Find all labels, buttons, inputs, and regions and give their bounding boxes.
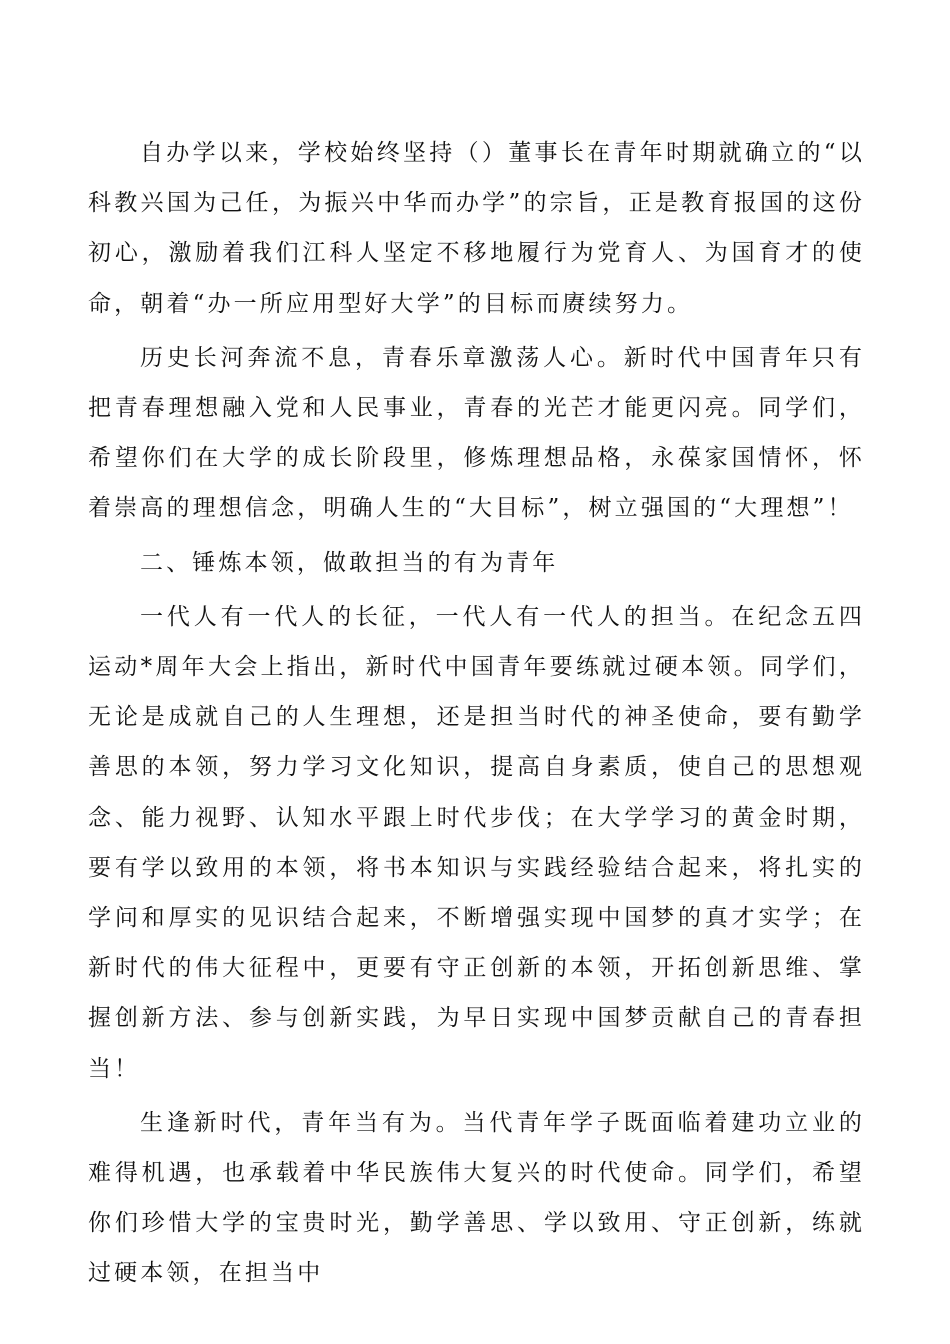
body-paragraph-3: 一代人有一代人的长征，一代人有一代人的担当。在纪念五四运动*周年大会上指出，新时代中国青年要练就过硬本领。同学们，无论是成就自己的人生理想，还是担当时代的神圣使命，要有勤学善思的本领，努力学习文化知识，提高自身素质，使自己的思想观念、能力视野、认知水平跟上时代步伐；在大学学习的黄金时期，要有学以致用的本领，将书本知识与实践经验结合起来，将扎实的学问和厚实的见识结合起来，不断增强实现中国梦的真才实学；在新时代的伟大征程中，更要有守正创新的本领，开拓创新思维、掌握创新方法、参与创新实践，为早日实现中国梦贡献自己的青春担当！ <box>88 603 865 1082</box>
body-paragraph-1: 自办学以来，学校始终坚持（）董事长在青年时期就确立的“以科教兴国为己任，为振兴中华而办学”的宗旨，正是教育报国的这份初心，激励着我们江科人坚定不移地履行为党育人、为国育才的使命，朝着“办一所应用型好大学”的目标而赓续努力。 <box>88 140 865 317</box>
section-heading: 二、锤炼本领，做敢担当的有为青年 <box>140 549 559 576</box>
body-paragraph-2: 历史长河奔流不息，青春乐章激荡人心。新时代中国青年只有把青春理想融入党和人民事业，青春的光芒才能更闪亮。同学们，希望你们在大学的成长阶段里，修炼理想品格，永葆家国情怀，怀着崇高的理想信念，明确人生的“大目标”，树立强国的“大理想”！ <box>88 344 865 522</box>
body-paragraph-4: 生逢新时代，青年当有为。当代青年学子既面临着建功立业的难得机遇，也承载着中华民族伟大复兴的时代使命。同学们，希望你们珍惜大学的宝贵时光，勤学善思、学以致用、守正创新，练就过硬本领，在担当中 <box>88 1109 865 1287</box>
